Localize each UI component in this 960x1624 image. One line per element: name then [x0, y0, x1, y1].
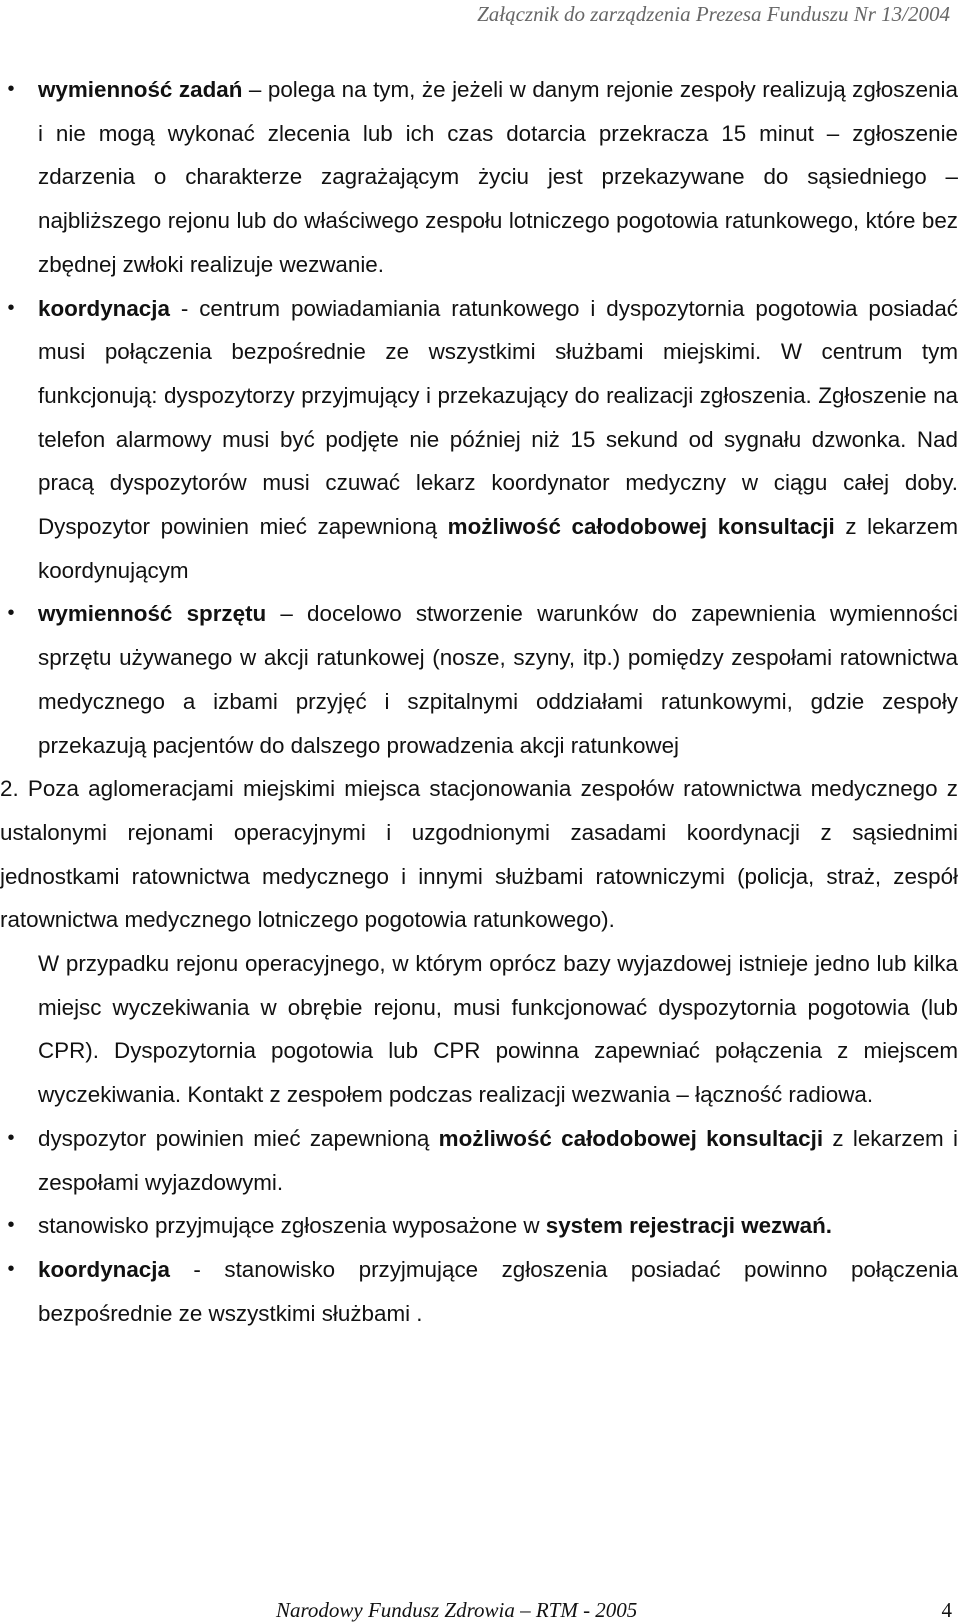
item-text: dyspozytor powinien mieć zapewnioną [38, 1125, 439, 1151]
section-2-paragraph: 2. Poza aglomeracjami miejskimi miejsca stacjonowania zespołów ratownictwa medycznego z ustalonymi rejonami operacyjnymi i uzgodnionymi zasadami koordynacji z sąsiednimi jednostkami ratownictwa medycznego i innymi służbami ratowniczymi (policja, straż, zespół ratownictwa medycznego lotniczego pogotowia ratunkowego). [0, 776, 958, 933]
item-emphasis: możliwość całodobowej konsultacji [438, 1125, 824, 1151]
item-text: stanowisko przyjmujące zgłoszenia wyposażone w [38, 1213, 546, 1239]
bullet-icon: • [7, 602, 15, 625]
indented-paragraph: W przypadku rejonu operacyjnego, w którym oprócz bazy wyjazdowej istnieje jedno lub kilka miejsc wyczekiwania w obrębie rejonu, musi funkcjonować dyspozytornia pogotowia (lub CPR). Dyspozytornia pogotowia lub CPR powinna zapewniać połączenia z miejscem wyczekiwania. Kontakt z zespołem podczas realizacji wezwania – łączność radiowa. [38, 951, 958, 1108]
item-text: – docelowo stworzenie warunków do zapewnienia wymienności sprzętu używanego w akcji ratunkowej (nosze, szyny, itp.) pomiędzy zespołami ratownictwa medycznego a izbami przyjęć i szpitalnymi oddziałami ratunkowymi, gdzie zespoły przekazują pacjentów do dalszego prowadzenia akcji ratunkowej [38, 601, 959, 758]
page-footer: Narodowy Fundusz Zdrowia – RTM - 2005 [276, 1598, 638, 1622]
item-text-tail: z lekarzem i zespołami wyjazdowymi. [38, 1125, 958, 1195]
item-emphasis: system rejestracji wezwań. [545, 1213, 833, 1239]
bullet-icon: • [7, 1214, 15, 1237]
item-term: wymienność zadań [38, 77, 243, 102]
item-emphasis: możliwość całodobowej konsultacji [447, 514, 835, 540]
item-text: – polega na tym, że jeżeli w danym rejonie zespoły realizują zgłoszenia i nie mogą wykonać zlecenia lub ich czas dotarcia przekracza 15 minut – zgłoszenie zdarzenia o charakterze zagrażającym życiu jest przekazywane do sąsiedniego – najbliższego rejonu lub do właściwego zespołu lotniczego pogotowia ratunkowego, które bez zbędnej zwłoki realizuje wezwanie. [38, 77, 958, 277]
item-text-tail: - stanowisko przyjmujące zgłoszenia posiadać powinno połączenia bezpośrednie ze wszystkimi służbami . [38, 1256, 958, 1326]
page-header: Załącznik do zarządzenia Prezesa Funduszu Nr 13/2004 [477, 2, 950, 26]
list-item [0, 1117, 958, 1204]
item-text: - centrum powiadamiania ratunkowego i dyspozytornia pogotowia posiadać musi połączenia bezpośrednie ze wszystkimi służbami miejskimi. W centrum tym funkcjonują: dyspozytorzy przyjmujący i przekazujący do realizacji zgłoszenia. Zgłoszenie na telefon alarmowy musi być podjęte nie później niż 15 sekund od sygnału dzwonka. Nad pracą dyspozytorów musi czuwać lekarz koordynator medyczny w ciągu całej doby. Dyspozytor powinien mieć zapewnioną [38, 295, 958, 540]
item-text-tail: z lekarzem koordynującym [38, 514, 958, 583]
bullet-icon: • [7, 1126, 15, 1149]
bullet-icon: • [7, 296, 15, 319]
list-item [0, 1204, 958, 1248]
document-body [0, 68, 958, 1335]
list-item [0, 287, 958, 593]
bullet-icon: • [7, 1257, 15, 1280]
page-number: 4 [941, 1598, 952, 1622]
list-item [0, 592, 958, 767]
list-item [0, 68, 958, 287]
item-emphasis: koordynacja [38, 1256, 170, 1282]
list-item [0, 1248, 958, 1335]
item-term: koordynacja [38, 295, 170, 321]
bullet-icon: • [7, 78, 15, 100]
item-term: wymienność sprzętu [38, 601, 267, 627]
